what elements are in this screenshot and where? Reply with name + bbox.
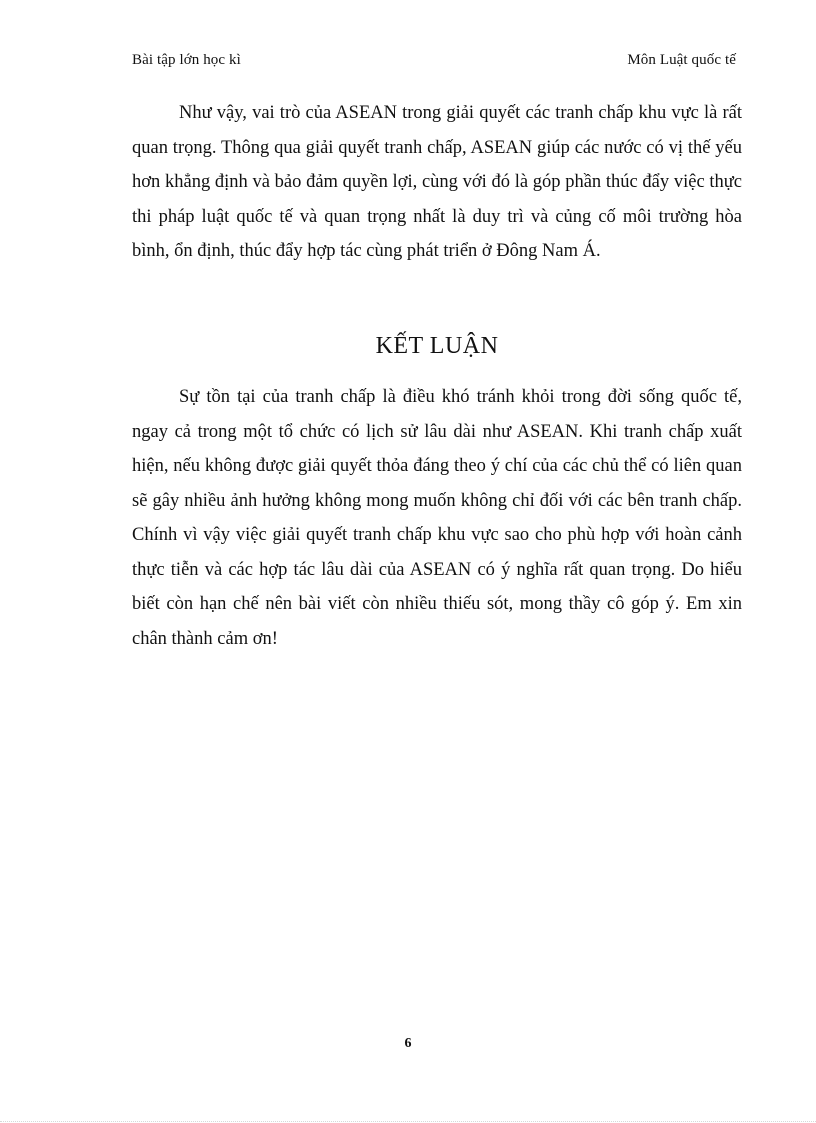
section-heading: KẾT LUẬN <box>375 333 499 359</box>
page-bottom-divider <box>0 1121 816 1122</box>
header-course-label: Bài tập lớn học kì <box>132 52 241 68</box>
body-paragraph: Như vậy, vai trò của ASEAN trong giải quyết các tranh chấp khu vực là rất quan trọng. Thông qua giải quyết tranh chấp, ASEAN giúp các nước có vị thế yếu hơn khẳng định và bảo đảm quyền lợi, cùng với đó là góp phần thúc đẩy việc thực thi pháp luật quốc tế và quan trọng nhất là duy trì và củng cố môi trường hòa bình, ổn định, thúc đẩy hợp tác cùng phát triển ở Đông Nam Á. <box>132 103 742 261</box>
header-subject-label: Môn Luật quốc tế <box>627 52 736 68</box>
page-header <box>132 52 736 74</box>
page-number: 6 <box>404 1036 412 1051</box>
conclusion-paragraph: Sự tồn tại của tranh chấp là điều khó tránh khỏi trong đời sống quốc tế, ngay cả trong một tổ chức có lịch sử lâu dài như ASEAN. Khi tranh chấp xuất hiện, nếu không được giải quyết thỏa đáng theo ý chí của các chủ thể có liên quan sẽ gây nhiều ảnh hưởng không mong muốn không chỉ đối với các bên tranh chấp. Chính vì vậy việc giải quyết tranh chấp khu vực sao cho phù hợp với hoàn cảnh thực tiễn và các hợp tác lâu dài của ASEAN có ý nghĩa rất quan trọng. Do hiểu biết còn hạn chế nên bài viết còn nhiều thiếu sót, mong thầy cô góp ý. Em xin chân thành cảm ơn! <box>132 387 742 649</box>
